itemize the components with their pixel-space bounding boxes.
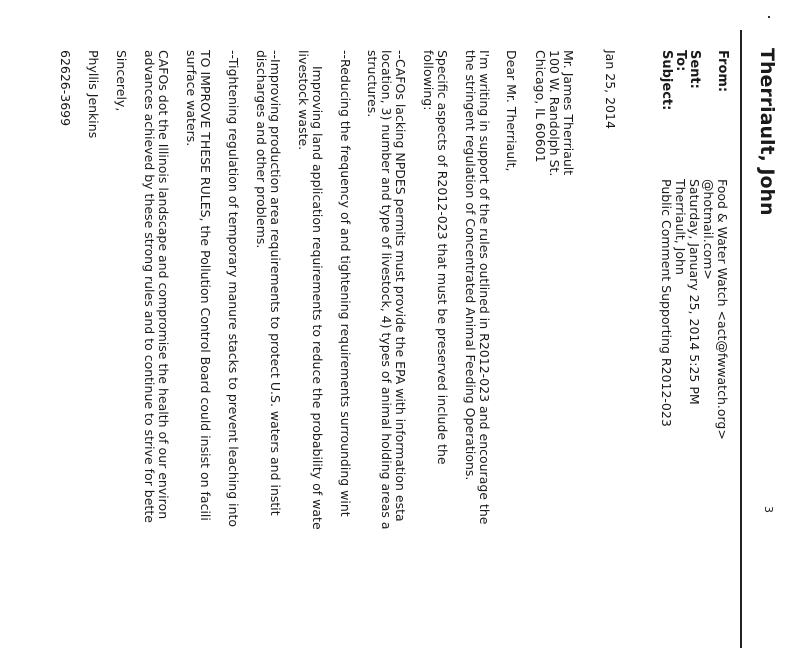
from-label: From: xyxy=(715,50,730,93)
para3-line-1: TO IMPROVE THESE RULES, the Pollution Control Board could insist on facili xyxy=(198,50,213,521)
to-label: To: xyxy=(673,50,688,72)
bullet3-line-1: Improving land application requirements to reduce the probability of wate xyxy=(310,66,325,530)
recipient-name-heading: Therriault, John xyxy=(756,48,778,216)
letter-date: Jan 25, 2014 xyxy=(603,50,618,129)
from-value: Food & Water Watch <act@fwwatch.org> xyxy=(715,179,730,440)
signer-name: Phyllis Jenkins xyxy=(86,50,101,139)
para2-line-2: following: xyxy=(421,50,436,111)
bullet3-line-2: livestock waste. xyxy=(296,50,311,151)
address-line-1: Mr. James Therriault xyxy=(561,50,576,176)
bullet1-line-2: location, 3) number and type of livestock, 4) types of animal holding areas a xyxy=(379,50,394,530)
scan-speck xyxy=(768,16,770,18)
para4-line-1: CAFOs dot the Illinois landscape and compromise the health of our environ xyxy=(156,50,171,520)
bullet4-line-2: discharges and other problems. xyxy=(254,50,269,249)
sent-label: Sent: xyxy=(687,50,702,89)
bullet1-line-1: --CAFOs lacking NPDES permits must provide the EPA with information esta xyxy=(393,50,408,522)
subject-value: Public Comment Supporting R2012-023 xyxy=(659,179,674,427)
address-line-3: Chicago, IL 60601 xyxy=(533,50,548,163)
bullet2-line-1: --Reducing the frequency of and tightening requirements surrounding wint xyxy=(338,50,353,517)
para4-line-2: advances achieved by these strong rules and to continue to strive for bette xyxy=(142,50,157,523)
from-value-continued: @hotmail.com> xyxy=(701,179,716,280)
header-rule xyxy=(740,30,742,648)
salutation: Dear Mr. Therriault, xyxy=(504,50,519,172)
bullet4-line-1: --Improving production area requirements to protect U.S. waters and instit xyxy=(268,50,283,516)
to-value: Therriault, John xyxy=(673,179,688,275)
para2-line-1: Specific aspects of R2012-023 that must be preserved include the xyxy=(435,50,450,465)
bullet5-line-1: --Tightening regulation of temporary manure stacks to prevent leaching into xyxy=(226,50,241,528)
bullet1-line-3: structures. xyxy=(365,50,380,118)
signer-phone: 62626-3699 xyxy=(58,50,73,127)
para3-line-2: surface waters. xyxy=(184,50,199,147)
sent-value: Saturday, January 25, 2014 5:25 PM xyxy=(687,179,702,405)
page-number: 3 xyxy=(762,506,775,513)
address-line-2: 100 W. Randolph St. xyxy=(547,50,562,177)
subject-label: Subject: xyxy=(659,50,674,111)
closing: Sincerely, xyxy=(114,50,129,112)
para1-line-1: I'm writing in support of the rules outlined in R2012-023 and encourage the xyxy=(477,50,492,525)
para1-line-2: the stringent regulation of Concentrated Animal Feeding Operations. xyxy=(463,50,478,481)
